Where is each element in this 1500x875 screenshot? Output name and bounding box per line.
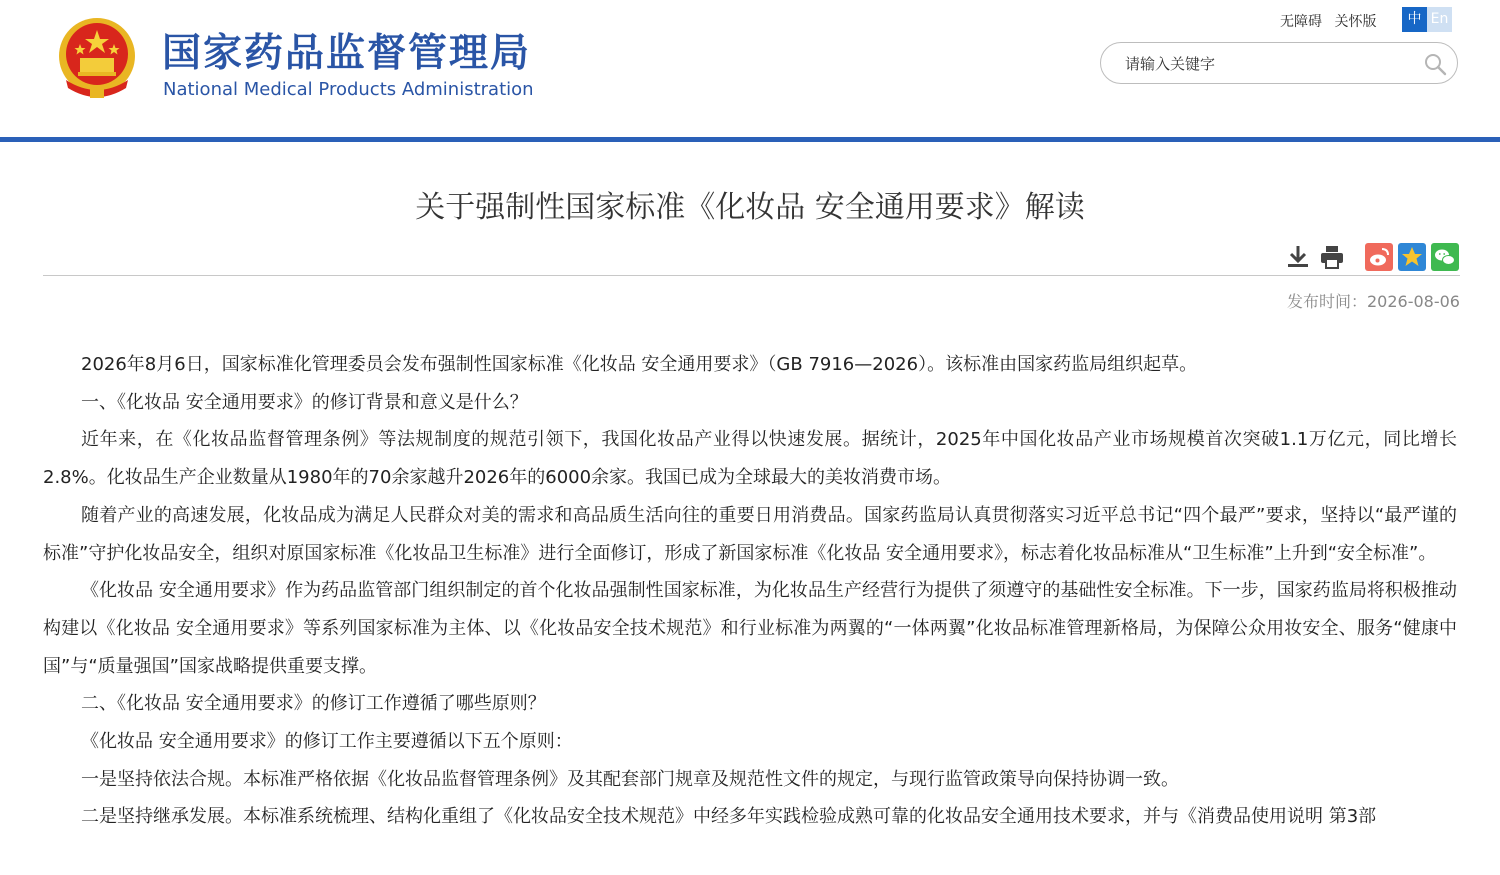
lang-en-button[interactable]: En xyxy=(1427,7,1452,32)
paragraph: 《化妆品 安全通用要求》的修订工作主要遵循以下五个原则： xyxy=(81,731,573,753)
lang-zh-button[interactable]: 中 xyxy=(1402,7,1427,32)
accessibility-link[interactable]: 无障碍 xyxy=(1280,14,1322,30)
header-divider xyxy=(0,137,1500,142)
paragraph: 2026年8月6日，国家标准化管理委员会发布强制性国家标准《化妆品 安全通用要求》（GB 7916—2026）。该标准由国家药监局组织起草。 xyxy=(81,354,1198,375)
site-logo-english[interactable]: National Medical Products Administration xyxy=(163,79,534,100)
search-box xyxy=(1100,42,1458,84)
top-links xyxy=(1280,11,1384,31)
article-body xyxy=(43,346,1457,836)
site-logo-text[interactable]: 国家药品监督管理局 xyxy=(162,31,532,76)
title-divider xyxy=(43,275,1460,276)
search-icon[interactable] xyxy=(1423,52,1447,76)
paragraph: 一是坚持依法合规。本标准严格依据《化妆品监督管理条例》及其配套部门规章及规范性文件的规定，与现行监管政策导向保持协调一致。 xyxy=(81,768,1179,790)
language-switch xyxy=(1402,7,1452,32)
download-icon[interactable] xyxy=(1284,243,1312,271)
paragraph: 《化妆品 安全通用要求》作为药品监管部门组织制定的首个化妆品强制性国家标准，为化妆品生产经营行为提供了须遵守的基础性安全标准。下一步，国家药监局将积极推动构建以《化妆品 安全通用要求》等系列国家标准为主体、以《化妆品安全技术规范》和行业标准为两翼的“一体两翼”化妆品标准管理新格局，为保障公众用妆安全、服务“健康中国”与“质量强国”国家战略提供重要支撑。 xyxy=(43,580,1457,677)
print-icon[interactable] xyxy=(1318,243,1346,271)
publish-date: 发布时间：2026-08-06 xyxy=(1287,292,1460,311)
care-mode-link[interactable]: 关怀版 xyxy=(1334,14,1377,30)
site-header xyxy=(0,0,1500,137)
national-emblem-icon[interactable] xyxy=(56,14,138,102)
paragraph: 二是坚持继承发展。本标准系统梳理、结构化重组了《化妆品安全技术规范》中经多年实践检验成熟可靠的化妆品安全通用技术要求，并与《消费品使用说明 第3部 xyxy=(81,806,1377,828)
qzone-share-icon[interactable] xyxy=(1398,243,1426,271)
section-heading: 二、《化妆品 安全通用要求》的修订工作遵循了哪些原则？ xyxy=(81,693,546,715)
section-heading: 一、《化妆品 安全通用要求》的修订背景和意义是什么？ xyxy=(81,391,528,413)
search-input[interactable] xyxy=(1123,51,1417,77)
article-toolbar xyxy=(0,243,1500,271)
article-title: 关于强制性国家标准《化妆品 安全通用要求》解读 xyxy=(415,190,1085,225)
paragraph: 近年来，在《化妆品监督管理条例》等法规制度的规范引领下，我国化妆品产业得以快速发展。据统计，2025年中国化妆品产业市场规模首次突破1.1万亿元，同比增长2.8%。化妆品生产企业数量从1980年的70余家越升2026年的6000余家。我国已成为全球最大的美妆消费市场。 xyxy=(43,429,1457,489)
wechat-share-icon[interactable] xyxy=(1431,243,1459,271)
paragraph: 随着产业的高速发展，化妆品成为满足人民群众对美的需求和高品质生活向往的重要日用消费品。国家药监局认真贯彻落实习近平总书记“四个最严”要求，坚持以“最严谨的标准”守护化妆品安全，组织对原国家标准《化妆品卫生标准》进行全面修订，形成了新国家标准《化妆品 安全通用要求》，标志着化妆品标准从“卫生标准”上升到“安全标准”。 xyxy=(43,504,1457,564)
weibo-share-icon[interactable] xyxy=(1365,243,1393,271)
